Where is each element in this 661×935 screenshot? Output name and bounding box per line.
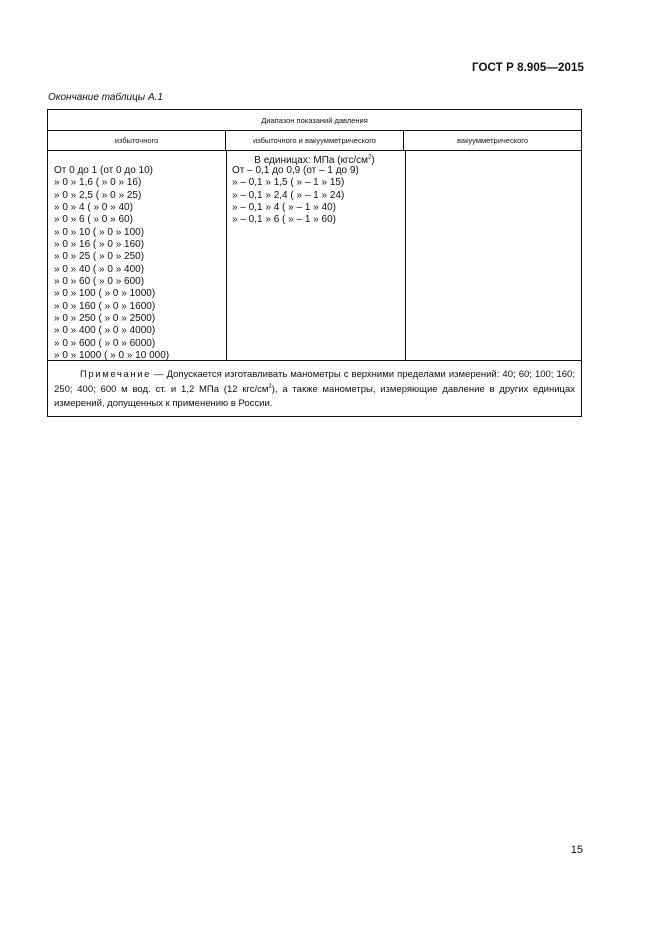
range-entry: От 0 до 1 (от 0 до 10)	[54, 165, 153, 176]
column-header-vacuum: вакуумметрического	[457, 136, 528, 145]
range-entry: » 0 » 40 ( » 0 » 400)	[54, 263, 145, 275]
column-divider	[226, 151, 227, 360]
table-group-header: Диапазон показаний давления	[48, 110, 581, 131]
pressure-range-table	[47, 109, 582, 417]
range-entry: » 0 » 16 ( » 0 » 160)	[54, 239, 145, 251]
table-column-headers	[48, 131, 581, 151]
note-label: Примечание	[80, 369, 151, 380]
page-number: 15	[570, 844, 583, 856]
range-entry: » 0 » 400 ( » 0 » 4000)	[54, 325, 156, 337]
range-entry: » 0 » 600 ( » 0 » 6000)	[54, 337, 156, 349]
range-entry: » 0 » 4 ( » 0 » 40)	[54, 202, 133, 214]
column-divider	[405, 151, 406, 360]
range-entry: » 0 » 10 ( » 0 » 100)	[54, 226, 145, 238]
range-entry: » 0 » 2,5 ( » 0 » 25)	[54, 189, 142, 201]
document-standard-code: ГОСТ Р 8.905—2015	[472, 62, 584, 74]
excess-pressure-ranges	[54, 165, 169, 363]
excess-vacuum-pressure-ranges	[232, 165, 359, 227]
range-entry: » 0 » 100 ( » 0 » 1000)	[54, 288, 156, 300]
table-note	[48, 361, 581, 416]
table-body	[48, 151, 581, 361]
note-text-2: ), а также манометры, измеряющие давление в других единицах измерений, допущенных к применению в России.	[54, 384, 576, 409]
column-header-excess-vacuum: избыточного и вакуумметрического	[226, 131, 404, 150]
range-entry: » 0 » 60 ( » 0 » 600)	[54, 276, 145, 288]
range-entry: » – 0,1 » 6 ( » – 1 » 60)	[232, 214, 336, 226]
units-prefix: В единицах: МПа (кгс/см	[254, 155, 369, 167]
column-header-excess: избыточного	[48, 131, 226, 150]
range-entry: » 0 » 25 ( » 0 » 250)	[54, 251, 145, 263]
units-superscript: 2	[368, 155, 372, 161]
range-entry: » 0 » 1000 ( » 0 » 10 000)	[54, 350, 170, 362]
range-entry: От – 0,1 до 0,9 (от – 1 до 9)	[232, 165, 359, 176]
range-entry: » 0 » 1,6 ( » 0 » 16)	[54, 177, 142, 189]
table-caption: Окончание таблицы А.1	[48, 92, 163, 103]
note-superscript: 2	[268, 384, 272, 391]
range-entry: » – 0,1 » 4 ( » – 1 » 40)	[232, 202, 336, 214]
range-entry: » 0 » 250 ( » 0 » 2500)	[54, 313, 156, 325]
range-entry: » – 0,1 » 2,4 ( » – 1 » 24)	[232, 189, 345, 201]
range-entry: » 0 » 6 ( » 0 » 60)	[54, 214, 133, 226]
note-text-1: — Допускается изготавливать манометры с верхними пределами измерений: 40; 60; 100; 160; 250; 400; 600 м вод. ст. и 1,2 МПа (12 кгс/см	[54, 369, 575, 396]
range-entry: » 0 » 160 ( » 0 » 1600)	[54, 300, 156, 312]
units-suffix: )	[371, 155, 375, 167]
range-entry: » – 0,1 » 1,5 ( » – 1 » 15)	[232, 177, 345, 189]
